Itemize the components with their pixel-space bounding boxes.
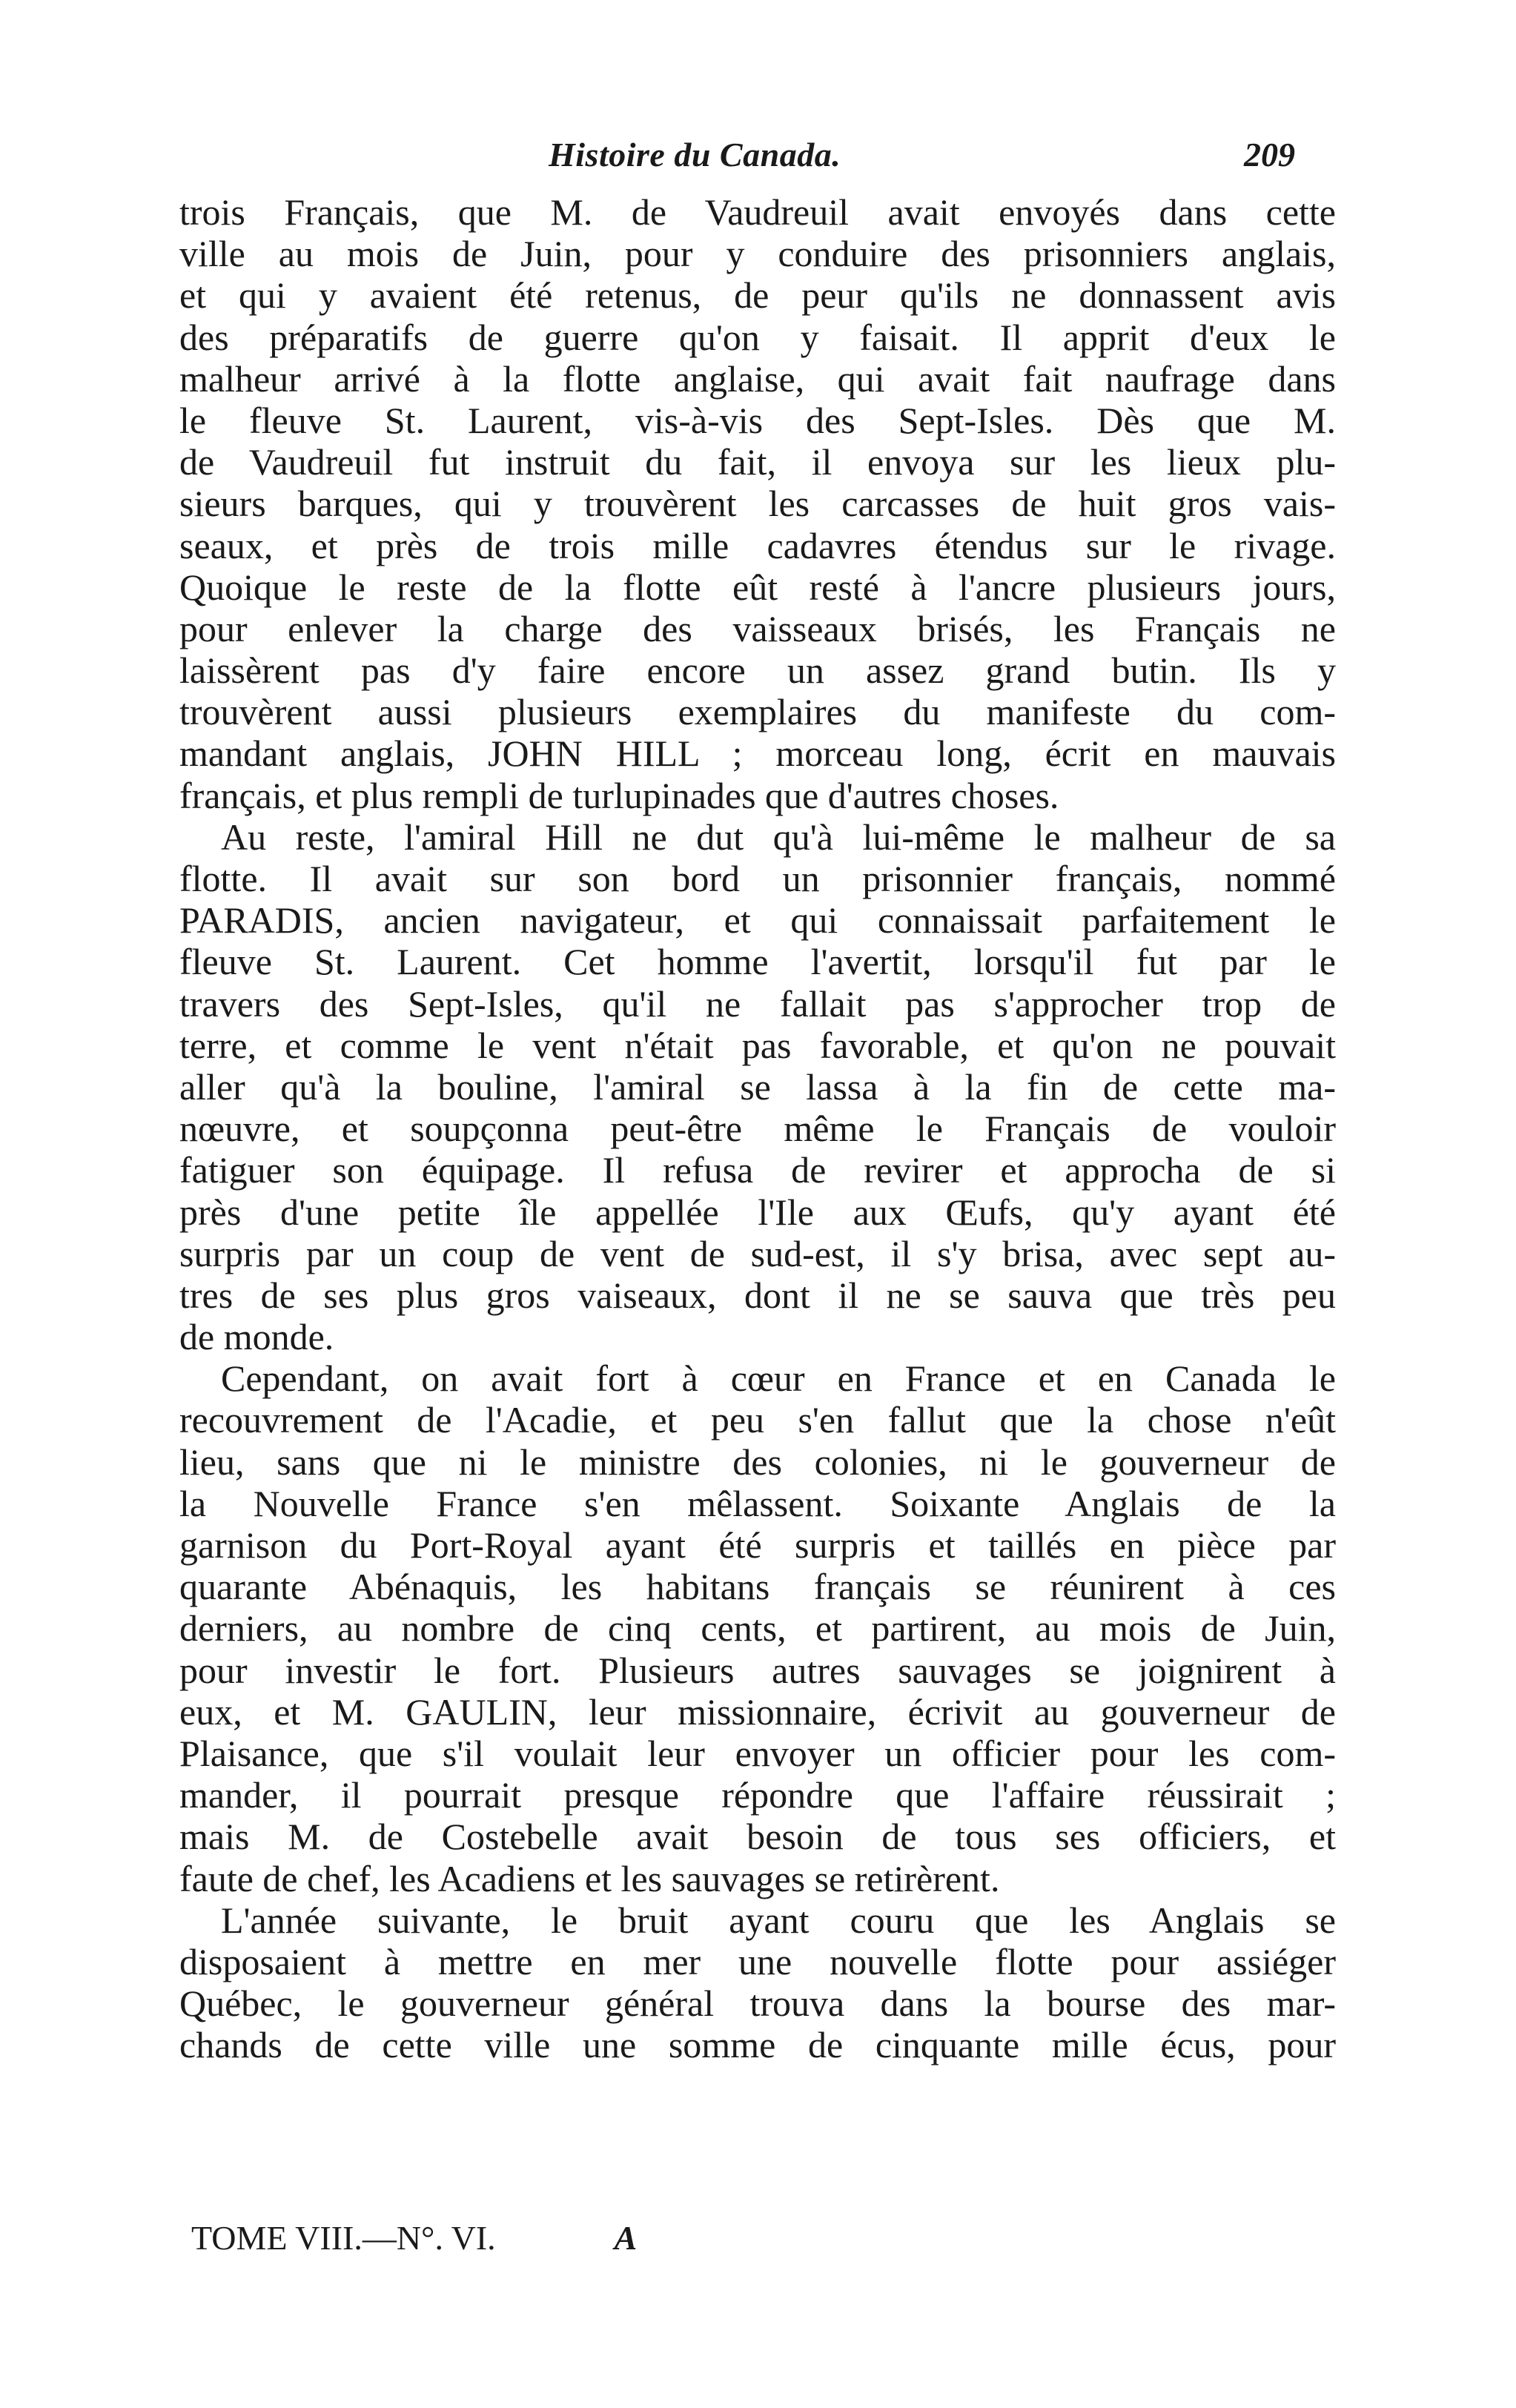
text-line: derniers, au nombre de cinq cents, et partirent, au mois de Juin, <box>179 1607 1336 1650</box>
text-line: tres de ses plus gros vaiseaux, dont il ne se sauva que très peu <box>179 1274 1336 1316</box>
text-line: aller qu'à la bouline, l'amiral se lassa à la fin de cette ma- <box>179 1065 1336 1108</box>
text-line: ville au mois de Juin, pour y conduire des prisonniers anglais, <box>179 233 1336 275</box>
text-line: surpris par un coup de vent de sud-est, il s'y brisa, avec sept au- <box>179 1232 1336 1274</box>
text-line: faute de chef, les Acadiens et les sauvages se retirèrent. <box>179 1857 1000 1899</box>
text-line: laissèrent pas d'y faire encore un assez grand butin. Ils y <box>179 649 1336 692</box>
text-line: chands de cette ville une somme de cinquante mille écus, pour <box>179 2024 1336 2066</box>
text-line: PARADIS, ancien navigateur, et qui connaissait parfaitement le <box>179 899 1336 942</box>
text-line: travers des Sept-Isles, qu'il ne fallait pas s'approcher trop de <box>179 982 1336 1025</box>
text-line: pour enlever la charge des vaisseaux brisés, les Français ne <box>179 607 1336 649</box>
text-line: et qui y avaient été retenus, de peur qu'ils ne donnassent avis <box>179 274 1336 317</box>
text-line: Québec, le gouverneur général trouva dans la bourse des mar- <box>179 1982 1336 2025</box>
text-line: malheur arrivé à la flotte anglaise, qui avait fait naufrage dans <box>179 357 1336 400</box>
text-line: disposaient à mettre en mer une nouvelle flotte pour assiéger <box>179 1940 1336 1982</box>
text-line: quarante Abénaquis, les habitans français se réunirent à ces <box>179 1566 1336 1608</box>
text-line: fleuve St. Laurent. Cet homme l'avertit, lorsqu'il fut par le <box>179 941 1336 983</box>
text-line: mander, il pourrait presque répondre que l'affaire réussirait ; <box>179 1774 1336 1816</box>
text-line: près d'une petite île appellée l'Ile aux Œufs, qu'y ayant été <box>179 1191 1336 1233</box>
text-line: garnison du Port-Royal ayant été surpris et taillés en pièce par <box>179 1524 1336 1566</box>
text-line: pour investir le fort. Plusieurs autres sauvages se joignirent à <box>179 1649 1336 1691</box>
running-head <box>0 135 1516 179</box>
text-line: flotte. Il avait sur son bord un prisonnier français, nommé <box>179 858 1336 899</box>
page-number: 209 <box>1244 136 1295 173</box>
footer <box>191 2218 637 2263</box>
text-line: terre, et comme le vent n'était pas favorable, et qu'on ne pouvait <box>179 1024 1336 1066</box>
paragraph-first-line: Au reste, l'amiral Hill ne dut qu'à lui-même le malheur de sa <box>221 816 1336 858</box>
text-line: lieu, sans que ni le ministre des colonies, ni le gouverneur de <box>179 1440 1336 1483</box>
text-line: le fleuve St. Laurent, vis-à-vis des Sept-Isles. Dès que M. <box>179 399 1336 441</box>
body-text <box>179 191 1336 2065</box>
text-line: trouvèrent aussi plusieurs exemplaires du manifeste du com- <box>179 691 1336 733</box>
running-title: Histoire du Canada. <box>549 136 841 173</box>
text-line: recouvrement de l'Acadie, et peu s'en fallut que la chose n'eût <box>179 1399 1336 1441</box>
text-line: Plaisance, que s'il voulait leur envoyer un officier pour les com- <box>179 1732 1336 1774</box>
text-line: la Nouvelle France s'en mêlassent. Soixante Anglais de la <box>179 1482 1336 1524</box>
text-line: fatiguer son équipage. Il refusa de revirer et approcha de si <box>179 1149 1336 1191</box>
text-line: seaux, et près de trois mille cadavres étendus sur le rivage. <box>179 524 1336 566</box>
paragraph-first-line: Cependant, on avait fort à cœur en France et en Canada le <box>221 1357 1336 1400</box>
text-line: français, et plus rempli de turlupinades que d'autres choses. <box>179 774 1059 816</box>
text-line: eux, et M. GAULIN, leur missionnaire, écrivit au gouverneur de <box>179 1690 1336 1733</box>
text-line: nœuvre, et soupçonna peut-être même le Français de vouloir <box>179 1108 1336 1150</box>
text-line: de Vaudreuil fut instruit du fait, il envoya sur les lieux plu- <box>179 441 1336 483</box>
text-line: de monde. <box>179 1316 334 1358</box>
text-line: trois Français, que M. de Vaudreuil avait envoyés dans cette <box>179 191 1336 233</box>
volume-number: TOME VIII.—N°. VI. <box>191 2219 496 2257</box>
signature-mark: A <box>614 2219 638 2257</box>
text-line: mandant anglais, JOHN HILL ; morceau long, écrit en mauvais <box>179 732 1336 775</box>
text-line: sieurs barques, qui y trouvèrent les carcasses de huit gros vais- <box>179 483 1336 525</box>
paragraph-first-line: L'année suivante, le bruit ayant couru que les Anglais se <box>221 1899 1336 1941</box>
text-line: mais M. de Costebelle avait besoin de tous ses officiers, et <box>179 1816 1336 1858</box>
text-line: des préparatifs de guerre qu'on y faisait. Il apprit d'eux le <box>179 316 1336 358</box>
text-line: Quoique le reste de la flotte eût resté à l'ancre plusieurs jours, <box>179 566 1336 608</box>
